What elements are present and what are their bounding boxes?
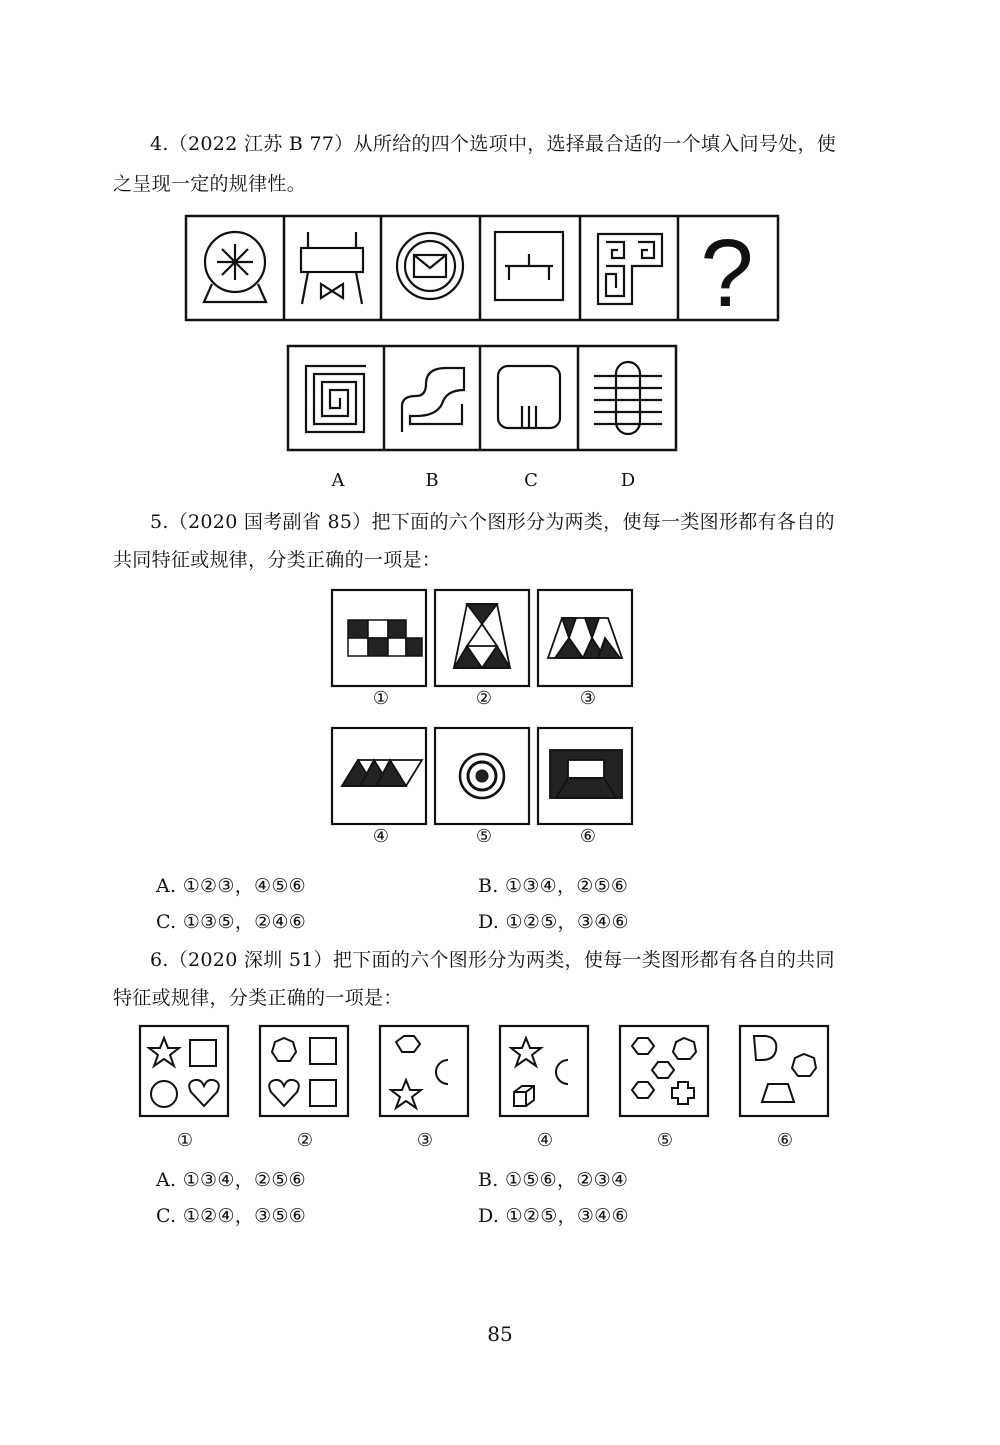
q6-fig1-shapes <box>149 1038 219 1107</box>
q5-fig3-trapezoid <box>548 618 622 658</box>
q6-fig4-label: ④ <box>536 1130 554 1151</box>
q6-fig6-shapes <box>754 1036 816 1102</box>
q4-fig2-frame <box>301 232 363 304</box>
q5-fig4-label: ④ <box>372 826 390 847</box>
q5-fig5-label: ⑤ <box>475 826 493 847</box>
q5-option-d: D. ①②⑤，③④⑥ <box>478 911 629 933</box>
q6-fig4-shapes <box>511 1038 568 1106</box>
q5-option-b: B. ①③④，②⑤⑥ <box>478 875 629 897</box>
q4-option-a-label: A <box>331 470 345 491</box>
q4-text-line1: 4.（2022 江苏 B 77）从所给的四个选项中，选择最合适的一个填入问号处，使 <box>150 133 837 155</box>
q5-fig3-label: ③ <box>579 688 597 709</box>
q5-text-line1: 5.（2020 国考副省 85）把下面的六个图形分为两类，使每一类图形都有各自的 <box>150 511 835 533</box>
q6-text-line1: 6.（2020 深圳 51）把下面的六个图形分为两类，使每一类图形都有各自的共同 <box>150 949 835 971</box>
q6-fig6-label: ⑥ <box>776 1130 794 1151</box>
q5-option-a: A. ①②③，④⑤⑥ <box>156 875 306 897</box>
q5-figures <box>330 588 636 852</box>
q4-fig3-envelope <box>397 233 463 299</box>
page-number: 85 <box>487 1322 513 1346</box>
q5-fig1-blocks <box>348 620 422 656</box>
q6-option-c: C. ①②④，③⑤⑥ <box>156 1205 307 1227</box>
q6-fig2-label: ② <box>296 1130 314 1151</box>
q4-option-a-figure <box>306 366 366 432</box>
q4-options-strip <box>286 344 680 454</box>
q4-fig5-meander <box>598 234 662 304</box>
q4-option-d-label: D <box>620 470 636 491</box>
q4-fig1-globe <box>204 232 266 302</box>
q4-option-c-label: C <box>524 470 538 491</box>
q5-fig6-shape <box>550 750 622 798</box>
q6-fig3-shapes <box>391 1036 448 1108</box>
q4-fig4-table <box>495 232 563 300</box>
q4-option-b-label: B <box>425 470 439 491</box>
q6-text-line2: 特征或规律，分类正确的一项是： <box>113 987 403 1009</box>
q4-question-mark: ? <box>700 220 754 324</box>
q6-option-d: D. ①②⑤，③④⑥ <box>478 1205 629 1227</box>
q5-fig2-label: ② <box>475 688 493 709</box>
q6-fig5-shapes <box>632 1038 696 1104</box>
q5-option-c: C. ①③⑤，②④⑥ <box>156 911 307 933</box>
q6-fig1-label: ① <box>176 1130 194 1151</box>
q4-option-b-figure <box>402 368 464 432</box>
q4-option-d-figure <box>594 362 662 434</box>
q5-fig2-trapezoid <box>454 604 510 668</box>
q5-fig6-label: ⑥ <box>579 826 597 847</box>
q6-option-a: A. ①③④，②⑤⑥ <box>156 1169 306 1191</box>
q4-option-c-figure <box>498 366 560 428</box>
q5-fig5-circles <box>460 754 504 798</box>
q4-question-strip <box>184 214 780 324</box>
q4-text-line2: 之呈现一定的规律性。 <box>113 173 307 195</box>
q6-fig3-label: ③ <box>416 1130 434 1151</box>
q6-option-b: B. ①⑤⑥，②③④ <box>478 1169 629 1191</box>
q5-fig4-parallelogram <box>342 760 422 786</box>
q6-fig5-label: ⑤ <box>656 1130 674 1151</box>
q6-fig2-shapes <box>269 1038 336 1106</box>
q5-text-line2: 共同特征或规律，分类正确的一项是： <box>113 549 442 571</box>
q5-fig1-label: ① <box>372 688 390 709</box>
q6-figures <box>138 1024 832 1122</box>
